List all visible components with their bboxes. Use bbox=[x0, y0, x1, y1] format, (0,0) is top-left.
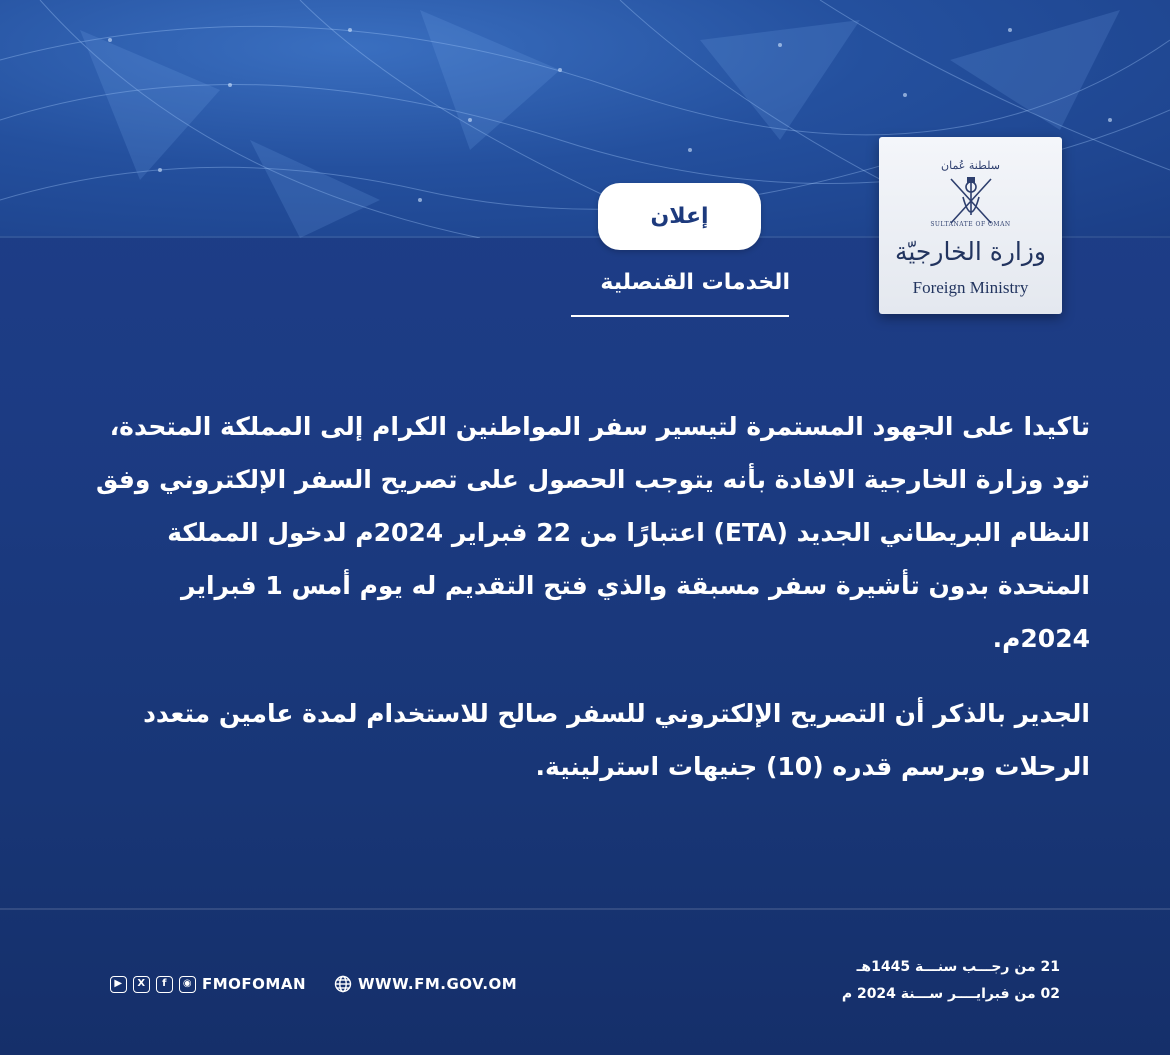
website-link[interactable]: WWW.FM.GOV.OM bbox=[358, 975, 518, 993]
emblem-top-text: سلطنة عُمان bbox=[941, 159, 1000, 172]
ministry-logo bbox=[879, 137, 1062, 314]
emblem-caption: SULTANATE OF OMAN bbox=[930, 221, 1011, 228]
facebook-icon[interactable]: f bbox=[156, 976, 173, 993]
body-paragraph-1: تاكيدا على الجهود المستمرة لتيسير سفر المواطنين الكرام إلى المملكة المتحدة، تود وزارة الخارجية الافادة بأنه يتوجب الحصول على تصريح السفر الإلكتروني وفق النظام البريطاني الجديد (ETA) اعتبارًا من 22 فبراير 2024م لدخول المملكة المتحدة بدون تأشيرة سفر مسبقة والذي فتح التقديم له يوم أمس 1 فبراير 2024م. bbox=[95, 412, 1090, 653]
date-gregorian: 02 من فبرايــــر ســـنة 2024 م bbox=[841, 986, 1060, 1002]
ministry-name-english: Foreign Ministry bbox=[912, 278, 1029, 297]
youtube-icon[interactable]: ▶ bbox=[110, 976, 127, 993]
announcement-body bbox=[80, 400, 1090, 793]
date-hijri: 21 من رجـــب سنـــة 1445هـ bbox=[856, 959, 1060, 975]
globe-icon bbox=[334, 975, 352, 993]
announcement-badge: إعلان bbox=[598, 183, 761, 250]
footer-contacts bbox=[110, 971, 517, 997]
instagram-icon[interactable]: ◉ bbox=[179, 976, 196, 993]
subtitle-underline bbox=[571, 315, 789, 317]
body-paragraph-2: الجدير بالذكر أن التصريح الإلكتروني للسفر صالح للاستخدام لمدة عامين متعدد الرحلات وبرسم قدره (10) جنيهات استرلينية. bbox=[143, 699, 1090, 781]
section-subtitle: الخدمات القنصلية bbox=[600, 270, 790, 295]
x-icon[interactable]: X bbox=[133, 976, 150, 993]
social-handle[interactable]: FMOFOMAN bbox=[202, 975, 307, 993]
ministry-name-arabic: وزارة الخارجيّة bbox=[894, 237, 1046, 266]
announcement-date bbox=[800, 954, 1060, 1008]
footer-divider bbox=[0, 908, 1170, 910]
